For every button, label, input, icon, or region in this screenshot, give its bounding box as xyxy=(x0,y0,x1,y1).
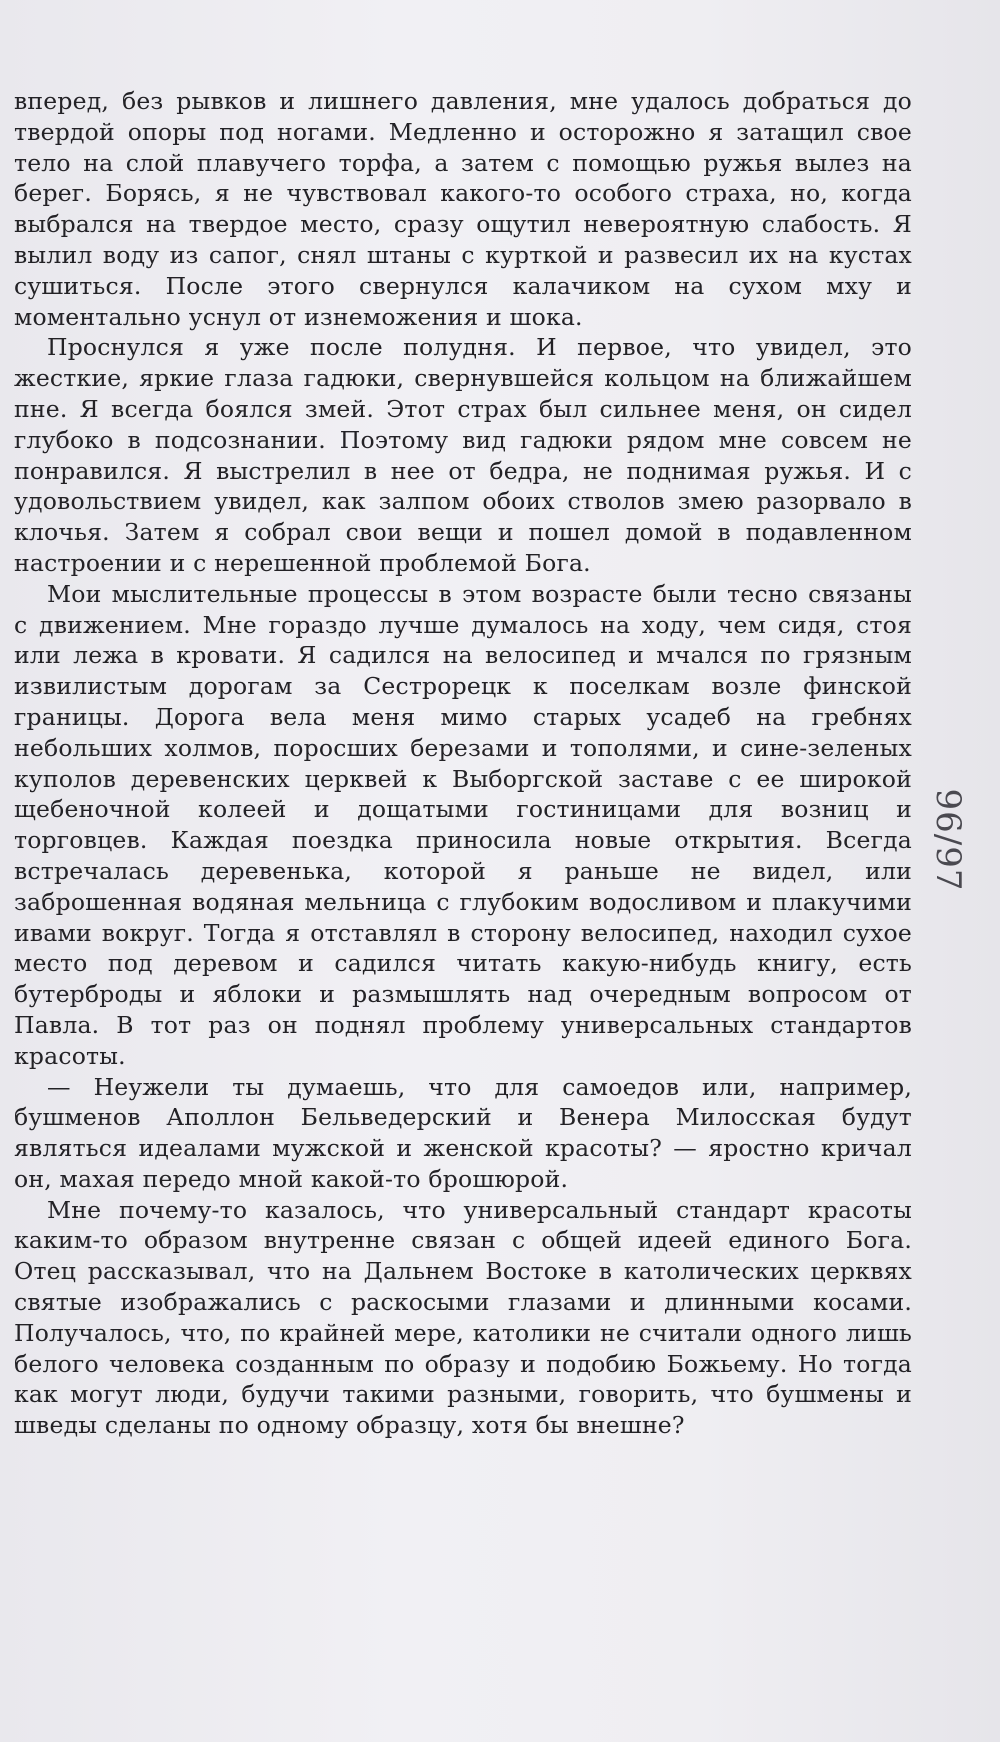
paragraph: Мне почему-то казалось, что универсальный стандарт красоты каким-то образом внутренне связан с общей идеей единого Бога. Отец рассказывал, что на Дальнем Востоке в католических церквях святые изображались с раскосыми глазами и длинными косами. Получалось, что, по крайней мере, католики не считали одного лишь белого человека созданным по образу и подобию Божьему. Но тогда как могут люди, будучи такими разными, говорить, что бушмены и шведы сделаны по одному образцу, хотя бы внешне? xyxy=(14,1195,912,1440)
page-number: 96/97 xyxy=(928,788,968,892)
paragraph: Проснулся я уже после полудня. И первое, что увидел, это жесткие, яркие глаза гадюки, свернувшейся кольцом на ближайшем пне. Я всегда боялся змей. Этот страх был сильнее меня, он сидел глубоко в подсознании. Поэтому вид гадюки рядом мне совсем не понравился. Я выстрелил в нее от бедра, не поднимая ружья. И с удовольствием увидел, как залпом обоих стволов змею разорвало в клочья. Затем я собрал свои вещи и пошел домой в подавленном настроении и с нерешенной проблемой Бога. xyxy=(14,333,912,577)
paragraph: Мои мыслительные процессы в этом возрасте были тесно связаны с движением. Мне гораздо лучше думалось на ходу, чем сидя, стоя или лежа в кровати. Я садился на велосипед и мчался по грязным извилистым дорогам за Сестрорецк к поселкам возле финской границы. Дорога вела меня мимо старых усадеб на гребнях небольших холмов, поросших березами и тополями, и сине-зеленых куполов деревенских церквей к Выборгской заставе с ее широкой щебеночной колеей и дощатыми гостиницами для возниц и торговцев. Каждая поездка приносила новые открытия. Всегда встречалась деревенька, которой я раньше не видел, или заброшенная водяная мельница с глубоким водосливом и плакучими ивами вокруг. Тогда я отставлял в сторону велосипед, находил сухое место под деревом и садился читать какую-нибудь книгу, есть бутерброды и яблоки и размышлять над очередным вопросом от Павла. В тот раз он поднял проблему универсальных стандартов красоты. xyxy=(14,579,912,1070)
paragraph: вперед, без рывков и лишнего давления, мне удалось добраться до твердой опоры под ногами. Медленно и осторожно я затащил свое тело на слой плавучего торфа, а затем с помощью ружья вылез на берег. Борясь, я не чувствовал какого-то особого страха, но, когда выбрался на твердое место, сразу ощутил невероятную слабость. Я вылил воду из сапог, снял штаны с курткой и развесил их на кустах сушиться. После этого свернулся калачиком на сухом мху и моментально уснул от изнеможения и шока. xyxy=(14,87,912,331)
paragraph: — Неужели ты думаешь, что для самоедов или, например, бушменов Аполлон Бельведерский и Венера Милосская будут являться идеалами мужской и женской красоты? — яростно кричал он, махая передо мной какой-то брошюрой. xyxy=(14,1072,912,1193)
page-body-text xyxy=(14,86,912,1441)
